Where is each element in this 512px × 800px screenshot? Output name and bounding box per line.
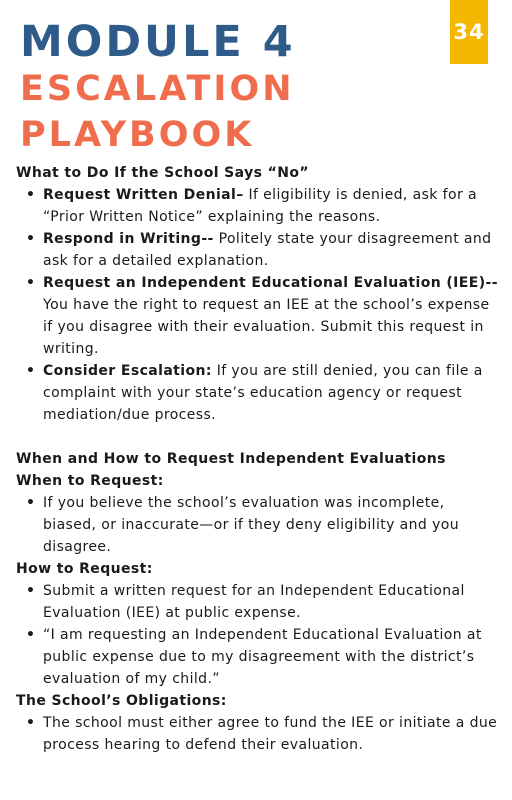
section-heading-independent-evaluations: When and How to Request Independent Evaluations [16,451,446,467]
spacer [16,426,498,448]
list-item-title: Respond in Writing-- [43,231,214,247]
subheading-how: How to Request: [16,561,153,577]
list-item-title: Request an Independent Educational Evaluation (IEE)-- [43,275,498,291]
list-item [16,624,498,690]
list-item [16,712,498,756]
bullet-icon: • [26,627,36,643]
playbook-title-line1: ESCALATION [20,69,295,109]
list-item-text: Politely state your disagreement and ask for a detailed explanation. [43,231,492,269]
subheading-obligations: The School’s Obligations: [16,693,227,709]
bullet-icon: • [26,363,36,379]
list-item-text: The school must either agree to fund the IEE or initiate a due process hearing to defend their evaluation. [43,715,498,753]
how-list [16,580,498,690]
playbook-title-line2: PLAYBOOK [20,115,255,155]
bullet-icon: • [26,715,36,731]
list-item-text: You have the right to request an IEE at the school’s expense if you disagree with their evaluation. Submit this request in writing. [43,297,490,357]
list-item [16,184,498,228]
page-content [16,162,498,756]
module-title: MODULE 4 [20,17,296,67]
page-header [20,18,440,158]
section-heading-school-says-no: What to Do If the School Says “No” [16,165,309,181]
bullet-icon: • [26,231,36,247]
list-item-text: “I am requesting an Independent Educational Evaluation at public expense due to my disagreement with the district’s evaluation of my child.” [43,627,482,687]
bullet-icon: • [26,187,36,203]
list-item-text: If you believe the school’s evaluation was incomplete, biased, or inaccurate—or if they deny eligibility and you disagree. [43,495,459,555]
list-item [16,228,498,272]
list-item [16,492,498,558]
list-item-text: If eligibility is denied, ask for a “Prior Written Notice” explaining the reasons. [43,187,477,225]
list-item [16,580,498,624]
bullet-icon: • [26,495,36,511]
list-item [16,360,498,426]
bullet-icon: • [26,275,36,291]
school-says-no-list [16,184,498,426]
list-item-text: Submit a written request for an Independent Educational Evaluation (IEE) at public expense. [43,583,465,621]
bullet-icon: • [26,583,36,599]
list-item [16,272,498,360]
list-item-title: Request Written Denial– [43,187,244,203]
page-number-badge: 34 [450,0,488,64]
when-list [16,492,498,558]
obligations-list [16,712,498,756]
subheading-when: When to Request: [16,473,164,489]
list-item-text: If you are still denied, you can file a complaint with your state’s education agency or request mediation/due process. [43,363,483,423]
list-item-title: Consider Escalation: [43,363,212,379]
